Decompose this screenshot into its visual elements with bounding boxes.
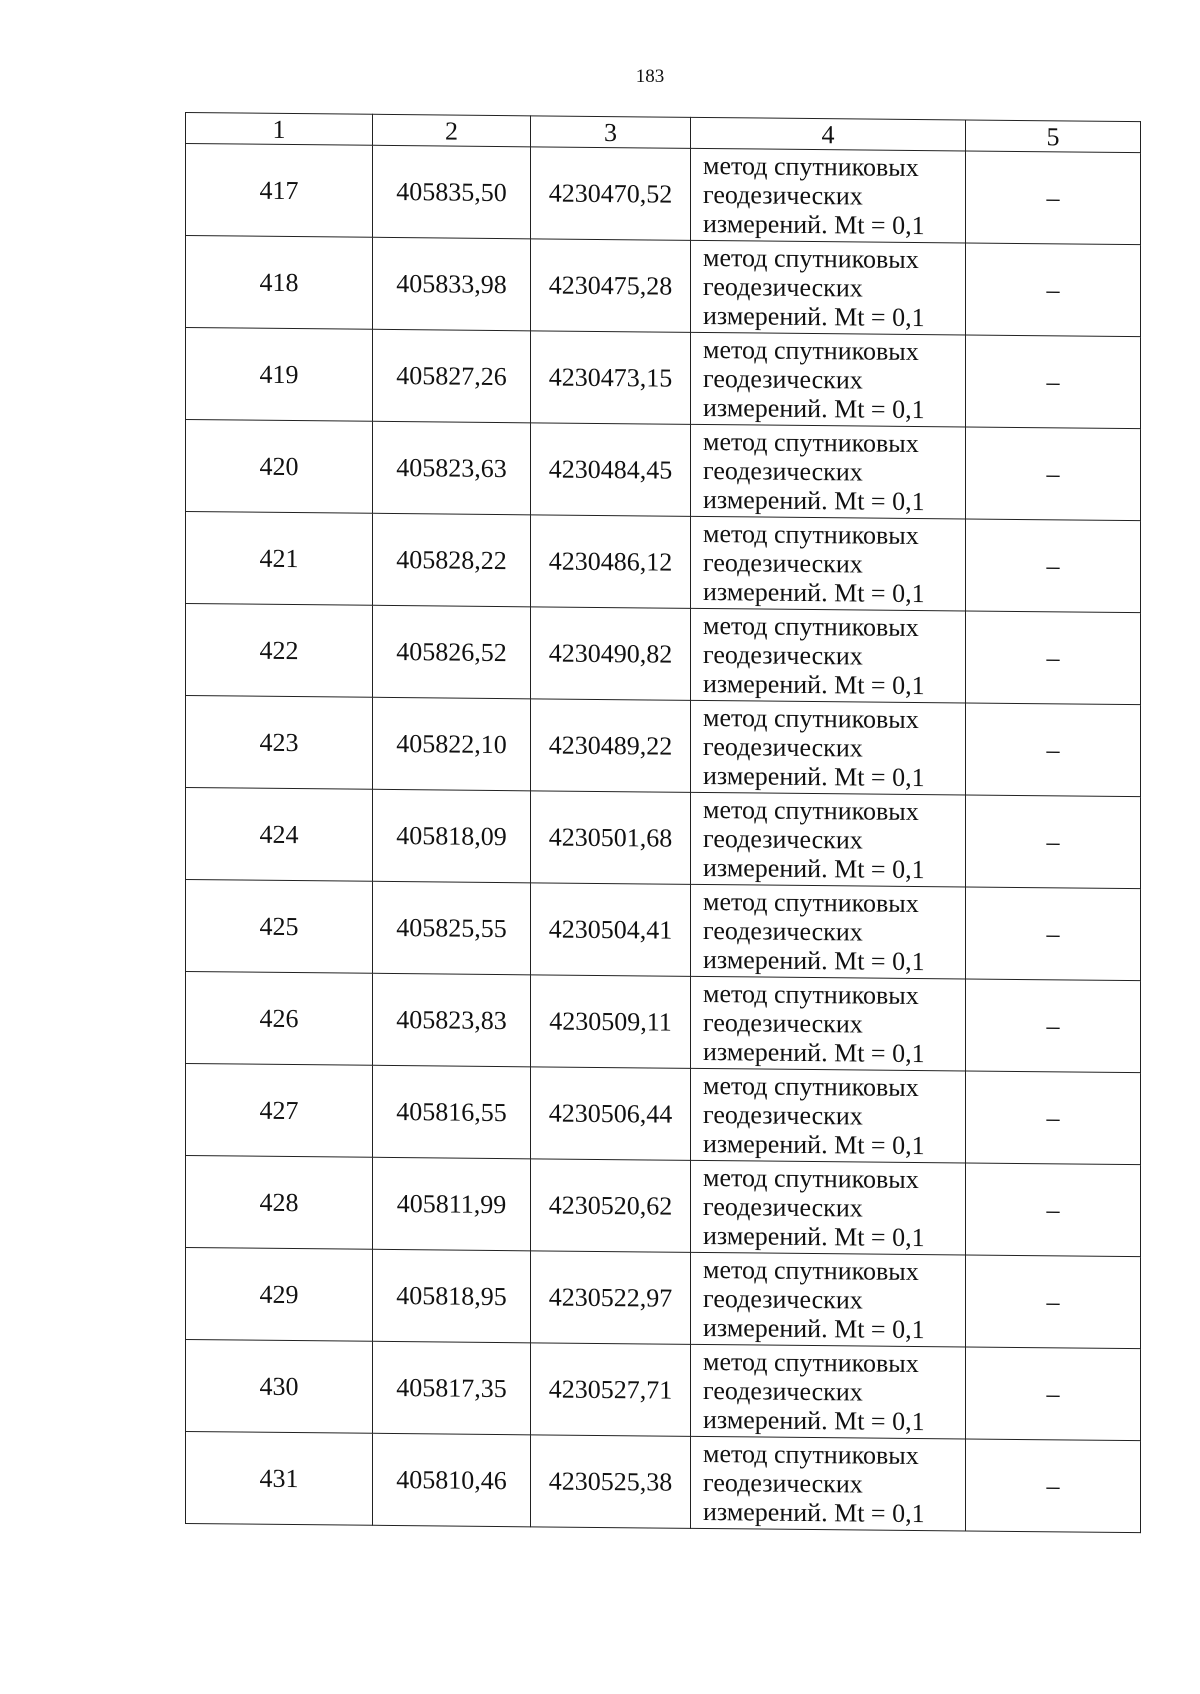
method-cell (691, 792, 966, 887)
table-row (186, 1340, 1141, 1441)
column-header-4: 4 (691, 117, 966, 151)
note-cell: – (966, 1255, 1141, 1349)
point-number-cell: 429 (186, 1248, 373, 1342)
method-line: геодезических (703, 455, 863, 487)
method-line: измерений. Mt = 0,1 (703, 1128, 925, 1161)
column-header-2: 2 (373, 114, 531, 147)
table-row (186, 328, 1141, 429)
y-coordinate-cell: 4230470,52 (531, 147, 691, 241)
point-number-cell: 422 (186, 604, 373, 698)
point-number-cell: 424 (186, 788, 373, 882)
x-coordinate-cell: 405825,55 (373, 881, 531, 975)
x-coordinate-cell: 405835,50 (373, 145, 531, 239)
method-cell (691, 240, 966, 335)
method-line: метод спутниковых (703, 1438, 919, 1471)
method-line: измерений. Mt = 0,1 (703, 1404, 925, 1437)
method-cell (691, 148, 966, 243)
method-line: геодезических (703, 639, 863, 671)
method-line: измерений. Mt = 0,1 (703, 1496, 925, 1529)
y-coordinate-cell: 4230520,62 (531, 1159, 691, 1253)
point-number-cell: 426 (186, 972, 373, 1066)
note-cell: – (966, 979, 1141, 1073)
y-coordinate-cell: 4230522,97 (531, 1251, 691, 1345)
method-cell (691, 608, 966, 703)
x-coordinate-cell: 405811,99 (373, 1157, 531, 1251)
method-line: измерений. Mt = 0,1 (703, 392, 925, 425)
point-number-cell: 427 (186, 1064, 373, 1158)
method-line: измерений. Mt = 0,1 (703, 1220, 925, 1253)
method-line: измерений. Mt = 0,1 (703, 760, 925, 793)
column-header-1: 1 (186, 113, 373, 146)
method-line: метод спутниковых (703, 702, 919, 735)
method-line: измерений. Mt = 0,1 (703, 852, 925, 885)
x-coordinate-cell: 405818,09 (373, 789, 531, 883)
table-row (186, 788, 1141, 889)
point-number-cell: 421 (186, 512, 373, 606)
method-line: геодезических (703, 179, 863, 211)
method-line: метод спутниковых (703, 794, 919, 827)
method-line: геодезических (703, 915, 863, 947)
method-line: геодезических (703, 271, 863, 303)
table-row (186, 972, 1141, 1073)
method-line: геодезических (703, 1283, 863, 1315)
table-row (186, 236, 1141, 337)
method-line: измерений. Mt = 0,1 (703, 1312, 925, 1345)
method-cell (691, 516, 966, 611)
method-line: метод спутниковых (703, 518, 919, 551)
method-cell (691, 976, 966, 1071)
note-cell: – (966, 887, 1141, 981)
method-line: измерений. Mt = 0,1 (703, 300, 925, 333)
note-cell: – (966, 151, 1141, 245)
point-number-cell: 423 (186, 696, 373, 790)
method-cell (691, 1160, 966, 1255)
point-number-cell: 418 (186, 236, 373, 330)
table-row (186, 880, 1141, 981)
method-line: геодезических (703, 1191, 863, 1223)
note-cell: – (966, 795, 1141, 889)
table-row (186, 144, 1141, 245)
x-coordinate-cell: 405828,22 (373, 513, 531, 607)
x-coordinate-cell: 405827,26 (373, 329, 531, 423)
note-cell: – (966, 519, 1141, 613)
method-line: геодезических (703, 823, 863, 855)
method-line: геодезических (703, 363, 863, 395)
column-header-3: 3 (531, 116, 691, 149)
note-cell: – (966, 1163, 1141, 1257)
coordinates-table (185, 112, 1141, 1533)
x-coordinate-cell: 405810,46 (373, 1433, 531, 1527)
method-line: измерений. Mt = 0,1 (703, 576, 925, 609)
method-line: метод спутниковых (703, 1254, 919, 1287)
method-line: измерений. Mt = 0,1 (703, 668, 925, 701)
method-line: геодезических (703, 1375, 863, 1407)
method-line: геодезических (703, 731, 863, 763)
y-coordinate-cell: 4230501,68 (531, 791, 691, 885)
method-line: геодезических (703, 1007, 863, 1039)
x-coordinate-cell: 405817,35 (373, 1341, 531, 1435)
note-cell: – (966, 611, 1141, 705)
method-line: геодезических (703, 1099, 863, 1131)
point-number-cell: 420 (186, 420, 373, 514)
point-number-cell: 430 (186, 1340, 373, 1434)
method-line: метод спутниковых (703, 610, 919, 643)
y-coordinate-cell: 4230475,28 (531, 239, 691, 333)
x-coordinate-cell: 405816,55 (373, 1065, 531, 1159)
y-coordinate-cell: 4230527,71 (531, 1343, 691, 1437)
method-line: метод спутниковых (703, 242, 919, 275)
method-line: метод спутниковых (703, 1070, 919, 1103)
y-coordinate-cell: 4230473,15 (531, 331, 691, 425)
method-cell (691, 700, 966, 795)
note-cell: – (966, 335, 1141, 429)
method-cell (691, 1436, 966, 1531)
method-line: метод спутниковых (703, 978, 919, 1011)
y-coordinate-cell: 4230490,82 (531, 607, 691, 701)
method-line: метод спутниковых (703, 1346, 919, 1379)
y-coordinate-cell: 4230489,22 (531, 699, 691, 793)
method-line: измерений. Mt = 0,1 (703, 484, 925, 517)
x-coordinate-cell: 405823,63 (373, 421, 531, 515)
column-header-5: 5 (966, 120, 1141, 153)
table-row (186, 1248, 1141, 1349)
table-row (186, 1064, 1141, 1165)
method-line: измерений. Mt = 0,1 (703, 208, 925, 241)
table-row (186, 696, 1141, 797)
x-coordinate-cell: 405822,10 (373, 697, 531, 791)
note-cell: – (966, 1439, 1141, 1533)
method-line: измерений. Mt = 0,1 (703, 1036, 925, 1069)
y-coordinate-cell: 4230506,44 (531, 1067, 691, 1161)
method-line: метод спутниковых (703, 1162, 919, 1195)
method-cell (691, 332, 966, 427)
table-row (186, 1156, 1141, 1257)
coordinates-table-wrapper (185, 112, 1140, 1533)
method-line: метод спутниковых (703, 150, 919, 183)
method-cell (691, 1252, 966, 1347)
y-coordinate-cell: 4230484,45 (531, 423, 691, 517)
note-cell: – (966, 427, 1141, 521)
x-coordinate-cell: 405833,98 (373, 237, 531, 331)
note-cell: – (966, 1347, 1141, 1441)
table-row (186, 1432, 1141, 1533)
method-line: геодезических (703, 1467, 863, 1499)
point-number-cell: 428 (186, 1156, 373, 1250)
table-row (186, 420, 1141, 521)
table-row (186, 604, 1141, 705)
method-line: измерений. Mt = 0,1 (703, 944, 925, 977)
note-cell: – (966, 243, 1141, 337)
method-cell (691, 1068, 966, 1163)
note-cell: – (966, 703, 1141, 797)
note-cell: – (966, 1071, 1141, 1165)
x-coordinate-cell: 405818,95 (373, 1249, 531, 1343)
method-cell (691, 884, 966, 979)
y-coordinate-cell: 4230525,38 (531, 1435, 691, 1529)
method-cell (691, 424, 966, 519)
method-cell (691, 1344, 966, 1439)
point-number-cell: 417 (186, 144, 373, 238)
table-row (186, 512, 1141, 613)
y-coordinate-cell: 4230509,11 (531, 975, 691, 1069)
x-coordinate-cell: 405823,83 (373, 973, 531, 1067)
point-number-cell: 425 (186, 880, 373, 974)
method-line: метод спутниковых (703, 886, 919, 919)
point-number-cell: 419 (186, 328, 373, 422)
x-coordinate-cell: 405826,52 (373, 605, 531, 699)
method-line: метод спутниковых (703, 334, 919, 367)
page-number: 183 (635, 66, 665, 87)
method-line: геодезических (703, 547, 863, 579)
method-line: метод спутниковых (703, 426, 919, 459)
y-coordinate-cell: 4230486,12 (531, 515, 691, 609)
table-body (186, 144, 1141, 1533)
y-coordinate-cell: 4230504,41 (531, 883, 691, 977)
point-number-cell: 431 (186, 1432, 373, 1526)
